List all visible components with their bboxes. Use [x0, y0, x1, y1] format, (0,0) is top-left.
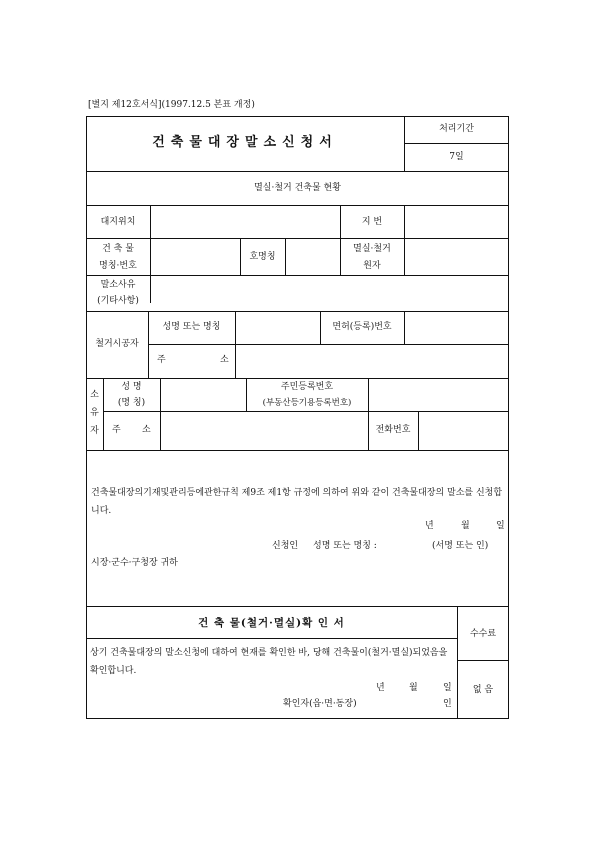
applicant-label: 신청인 — [272, 541, 299, 551]
confirmation-month: 월 — [409, 683, 418, 693]
fee-value: 없 음 — [472, 685, 494, 695]
contractor-license-field[interactable] — [406, 313, 507, 342]
building-name-label-2: 명칭·번호 — [99, 261, 137, 271]
confirmation-text: 상기 건축물대장의 말소신청에 대하여 현재를 확인한 바, 당해 건축물이(철거·멸실)되었음을 확인합니다. — [90, 648, 448, 676]
lot-number-field[interactable] — [406, 207, 507, 236]
applicant-name-field[interactable] — [400, 538, 428, 552]
unit-name-field[interactable] — [287, 240, 338, 273]
declaration-text: 건축물대장의기재및관리등에관한규칙 제9조 제1항 규정에 의하여 위와 같이 건축물대장의 말소를 신청합니다. — [91, 488, 503, 516]
owner-name-label-2: (명 칭) — [117, 398, 146, 408]
owner-address-label-2: 소 — [142, 425, 151, 435]
contractor-address-label-2: 소 — [220, 355, 229, 365]
owner-name-label-1: 성 명 — [121, 382, 142, 392]
contractor-name-label: 성명 또는 명칭 — [162, 322, 221, 332]
lot-number-label: 지 번 — [361, 217, 383, 227]
owner-label-char-2: 유 — [90, 408, 99, 418]
confirmer-seal-label: 인 — [443, 699, 452, 709]
fee-label: 수수료 — [469, 629, 497, 639]
owner-label-char-1: 소 — [90, 390, 99, 400]
cancel-reason-label-1: 말소사유 — [100, 280, 136, 290]
processing-period-label: 처리기간 — [439, 124, 474, 134]
declaration-day: 일 — [496, 521, 505, 531]
demolition-cause-label-1: 멸실·철거 — [353, 244, 391, 254]
declaration-month: 월 — [461, 521, 470, 531]
confirmation-day: 일 — [443, 683, 452, 693]
declaration-year: 년 — [425, 521, 434, 531]
unit-name-label: 호명칭 — [249, 252, 276, 262]
applicant-name-label: 성명 또는 명칭 : — [313, 541, 377, 551]
signature-label: (서명 또는 인) — [432, 541, 489, 551]
confirmer-name-field[interactable] — [380, 696, 438, 710]
demolition-cause-field[interactable] — [406, 240, 507, 273]
site-location-label: 대지위치 — [100, 217, 136, 227]
confirmation-title: 건 축 물(철거·멸실)확 인 서 — [198, 617, 345, 629]
owner-label-char-3: 자 — [90, 426, 99, 436]
owner-reg-number-label-2: (부동산등기용등록번호) — [262, 398, 352, 408]
cancel-reason-field[interactable] — [152, 277, 507, 309]
form-id: [별지 제12호서식](1997.12.5 본표 개정) — [88, 100, 255, 110]
building-name-field[interactable] — [152, 240, 238, 273]
owner-address-field[interactable] — [162, 413, 366, 448]
owner-reg-number-label-1: 주민등록번호 — [280, 382, 334, 392]
owner-name-field[interactable] — [162, 380, 244, 409]
owner-address-label-1: 주 — [112, 425, 121, 435]
confirmer-label: 확인자(읍·면·동장) — [283, 699, 357, 709]
status-section-heading: 멸실·철거 건축물 현황 — [254, 183, 341, 193]
contractor-address-label-1: 주 — [157, 355, 166, 365]
contractor-license-label: 면허(등록)번호 — [332, 322, 392, 332]
demolition-cause-label-2: 원자 — [363, 261, 381, 271]
owner-reg-number-field[interactable] — [370, 380, 507, 409]
addressee: 시장·군수·구청장 귀하 — [91, 558, 178, 568]
contractor-name-field[interactable] — [237, 313, 318, 342]
site-location-field[interactable] — [152, 207, 338, 236]
form-title: 건축물대장말소신청서 — [152, 135, 338, 150]
confirmation-year: 년 — [376, 683, 385, 693]
cancel-reason-label-2: (기타사항) — [97, 296, 139, 306]
contractor-address-field[interactable] — [237, 346, 507, 376]
building-name-label-1: 건 축 물 — [102, 244, 134, 254]
owner-phone-label: 전화번호 — [375, 425, 411, 435]
demolition-contractor-label: 철거시공자 — [95, 339, 139, 349]
owner-phone-field[interactable] — [420, 413, 507, 448]
processing-period-value: 7일 — [449, 152, 464, 162]
